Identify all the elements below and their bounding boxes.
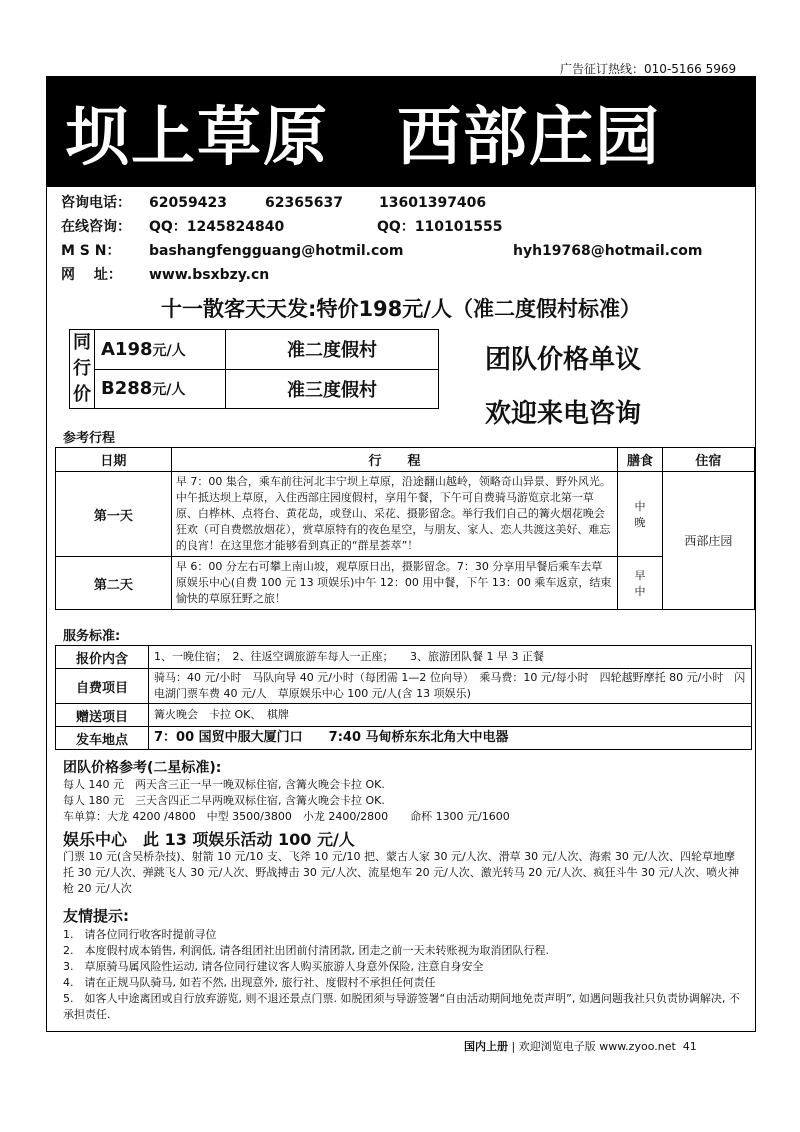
service-table <box>55 645 752 750</box>
itinerary-title: 参考行程 <box>63 431 116 446</box>
phone-1: 62059423 <box>149 195 227 211</box>
banner-left: 坝上草原 <box>65 101 329 175</box>
service-title: 服务标准: <box>63 629 121 644</box>
group-price-lines: 每人 140 元 两天含三正一早一晚双标住宿, 含篝火晚会卡拉 OK. 每人 180 元 三天含四正二早两晚双标住宿, 含篝火晚会卡拉 OK. 车单算：大龙 4200 /4800 中型 3500/3800 小龙 2400/2800 命杯 1300 元/1600 <box>63 778 510 823</box>
peer-price-table <box>69 329 439 409</box>
slogan-call: 欢迎来电咨询 <box>485 399 642 429</box>
table-row: 报价内含 1、一晚住宿； 2、往返空调旅游车每人一正座； 3、旅游团队餐 1 早 3 正餐 <box>56 646 752 669</box>
itinerary-table <box>55 447 755 610</box>
table-row: 自费项目 骑马：40 元/小时 马队向导 40 元/小时（每团需 1—2 位向导） 乘马费：10 元/每小时 四轮越野摩托 80 元/小时 闪电湖门票车费 40 元/人 草原娱乐中心 100 元/人(含 13 项娱乐) <box>56 669 752 704</box>
table-row: 第二天 早 6：00 分左右可攀上南山坡，观草原日出，摄影留念。7：30 分享用早餐后乘车去草原娱乐中心(自费 100 元 13 项娱乐)中午 12：00 用中餐，下午 13：00 乘车返京，结束愉快的草原狂野之旅！ 早 中 <box>56 557 755 610</box>
special-offer: 十一散客天天发:特价198元/人（准二度假村标准） <box>161 297 641 321</box>
col-date: 日期 <box>56 448 172 472</box>
footer-text[interactable]: 欢迎浏览电子版 www.zyoo.net <box>518 1040 676 1053</box>
msn-label: M S N： <box>61 243 121 259</box>
list-item: 2. 本度假村成本销售, 利润低, 请各组团社出团前付清团款, 团走之前一天未转账视为取消团队行程. <box>63 944 549 957</box>
tips-title: 友情提示: <box>63 907 129 925</box>
phone-3: 13601397406 <box>379 195 487 211</box>
msn-1[interactable]: bashangfengguang@hotmil.com <box>149 243 404 259</box>
list-item: 1. 请各位同行收客时提前寻位 <box>63 928 217 941</box>
table-row: 第一天 早 7：00 集合，乘车前往河北丰宁坝上草原，沿途翻山越岭，领略奇山异景、野外风光。中午抵达坝上草原，入住西部庄园度假村，享用午餐，下午可自费骑马游览京北第一草原、白桦林、点将台、黄花岛，或登山、采花、摄影留念。举行我们自己的篝火烟花晚会狂欢（可自费燃放烟花），赏草原特有的夜色星空，与朋友、家人、恋人共渡这美好、难忘的良宵！在这里您才能够看到真正的“群星荟萃”！ 中 晚 西部庄园 <box>56 472 755 557</box>
phone-2: 62365637 <box>265 195 343 211</box>
list-item: 4. 请在正规马队骑马, 如若不然, 出现意外, 旅行社、度假村不承担任何责任 <box>63 976 436 989</box>
price-b: B288元/人 <box>95 369 226 409</box>
col-route: 行 程 <box>171 448 617 472</box>
entertainment-text: 门票 10 元(含吴桥杂技)、射箭 10 元/10 支、飞斧 10 元/10 把、蒙古人家 30 元/人次、滑草 30 元/人次、海索 30 元/人次、四轮草地摩托 30 元/人次、弹跳飞人 30 元/人次、野战搏击 30 元/人次、流星炮车 20 元/人次、激光转马 20 元/人次、疯狂斗牛 30 元/人次、喷火神枪 20 元/人次 <box>63 850 740 895</box>
footer-section: 国内上册 <box>464 1040 508 1053</box>
group-price-title: 团队价格参考(二星标准): <box>63 760 222 776</box>
entertainment-title: 娱乐中心 此 13 项娱乐活动 100 元/人 <box>63 830 355 849</box>
qq-1: QQ：1245824840 <box>149 219 285 235</box>
page-footer: 国内上册 | 欢迎浏览电子版 www.zyoo.net 41 <box>464 1040 697 1053</box>
table-row: 赠送项目 篝火晚会 卡拉 OK、 棋牌 <box>56 704 752 727</box>
table-row: 发车地点 7：00 国贸中服大厦门口 7:40 马甸桥东东北角大中电器 <box>56 727 752 750</box>
contact-block <box>61 191 741 287</box>
ad-hotline: 广告征订热线：010-5166 5969 <box>560 62 737 76</box>
title-banner <box>47 77 755 187</box>
ad-frame <box>46 76 756 1032</box>
slogan-group-price: 团队价格单议 <box>485 345 642 375</box>
website-link[interactable]: www.bsxbzy.cn <box>149 267 270 283</box>
web-label: 网 址： <box>61 267 122 283</box>
online-label: 在线咨询： <box>61 219 131 235</box>
msn-2[interactable]: hyh19768@hotmail.com <box>513 243 703 259</box>
col-stay: 住宿 <box>662 448 754 472</box>
level-a: 准二度假村 <box>226 330 439 370</box>
list-item: 5. 如客人中途离团或自行放弃游览, 则不退还景点门票. 如脱团须与导游签署“自由活动期间地免责声明”, 如遇问题我社只负责协调解决, 不承担责任. <box>63 992 740 1021</box>
price-a: A198元/人 <box>95 330 226 370</box>
col-meal: 膳食 <box>618 448 663 472</box>
qq-2: QQ：110101555 <box>377 219 503 235</box>
level-b: 准三度假村 <box>226 369 439 409</box>
tips-list <box>63 927 743 1023</box>
page-number: 41 <box>682 1040 697 1053</box>
phone-label: 咨询电话： <box>61 195 131 211</box>
banner-right: 西部庄园 <box>397 101 661 175</box>
list-item: 3. 草原骑马属风险性运动, 请各位同行建议客人购买旅游人身意外保险, 注意自身安全 <box>63 960 484 973</box>
peer-price-label: 同 行 价 <box>70 330 95 409</box>
